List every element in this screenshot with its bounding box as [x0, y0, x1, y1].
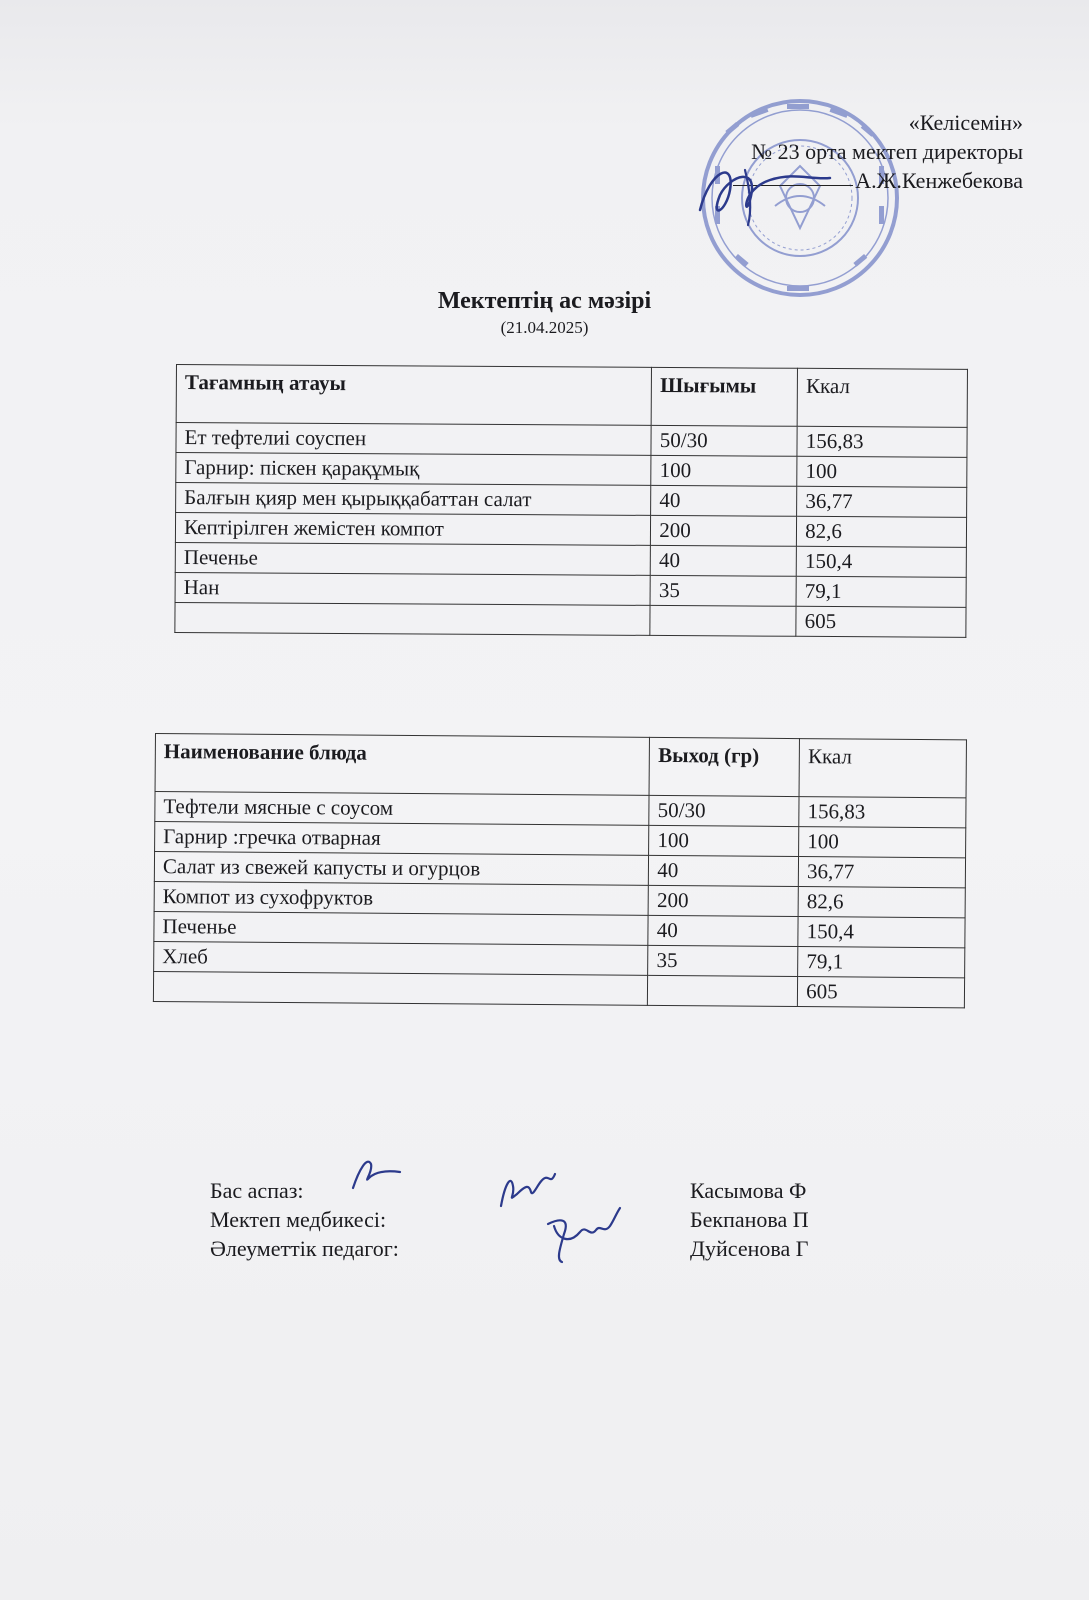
- page-title: Мектептің ас мәзірі: [437, 288, 652, 314]
- total-empty: [175, 602, 650, 635]
- table-row: [175, 572, 966, 607]
- dish-name: Хлеб: [154, 941, 649, 975]
- dish-yield: 40: [651, 485, 797, 516]
- total-row: [153, 971, 964, 1007]
- total-empty: [650, 605, 796, 636]
- dish-name: Кептірілген жемістен компот: [175, 513, 650, 546]
- signer-role: Мектеп медбикесі:: [210, 1207, 387, 1232]
- dish-name: Нан: [175, 572, 650, 605]
- dish-name: Ет тефтелиі соуспен: [176, 423, 651, 456]
- column-header-kcal: Ккал: [797, 368, 967, 427]
- dish-kcal: 82,6: [798, 887, 965, 918]
- table-row: [176, 483, 967, 518]
- dish-kcal: 36,77: [797, 486, 967, 517]
- menu-table-russian: [153, 733, 967, 1008]
- dish-kcal: 156,83: [797, 426, 967, 457]
- signer-name: Касымова Ф: [690, 1178, 807, 1203]
- column-header-kcal: Ккал: [799, 739, 966, 798]
- social-pedagogue-signature: [540, 1204, 630, 1266]
- approval-label: «Келісемін»: [908, 110, 1023, 135]
- dish-yield: 100: [651, 455, 797, 486]
- chef-signature: [345, 1150, 405, 1195]
- dish-name: Балғын қияр мен қырыққабаттан салат: [176, 483, 651, 516]
- dish-kcal: 150,4: [796, 546, 966, 577]
- dish-name: Салат из свежей капусты и огурцов: [154, 852, 649, 886]
- dish-name: Гарнир: піскен қарақұмық: [176, 453, 651, 486]
- total-kcal: 605: [796, 606, 966, 637]
- dish-yield: 35: [648, 945, 798, 976]
- dish-kcal: 100: [797, 456, 967, 487]
- director-signature: [690, 150, 840, 230]
- dish-name: Компот из сухофруктов: [154, 881, 649, 915]
- column-header-yield: Выход (гр): [649, 737, 799, 796]
- director-name: А.Ж.Кенжебекова: [855, 168, 1023, 193]
- director-position: № 23 орта мектеп директоры: [751, 139, 1023, 164]
- table-header-row: [155, 734, 966, 798]
- menu-date: (21.04.2025): [500, 318, 589, 337]
- table-row: [175, 513, 966, 548]
- table-row: [175, 542, 966, 577]
- dish-kcal: 79,1: [796, 576, 966, 607]
- dish-yield: 200: [651, 515, 797, 546]
- signer-role: Бас аспаз:: [210, 1178, 304, 1203]
- dish-kcal: 156,83: [799, 797, 966, 828]
- table-row: [176, 423, 967, 458]
- column-header-yield: Шығымы: [651, 367, 797, 426]
- dish-yield: 50/30: [651, 425, 797, 456]
- dish-yield: 35: [650, 575, 796, 606]
- signer-role: Әлеуметтік педагог:: [210, 1236, 399, 1261]
- dish-yield: 100: [649, 825, 799, 856]
- total-empty: [153, 971, 648, 1005]
- dish-name: Тефтели мясные с соусом: [155, 792, 650, 826]
- dish-yield: 40: [649, 855, 799, 886]
- total-empty: [648, 975, 798, 1006]
- dish-name: Печенье: [154, 911, 649, 945]
- column-header-dish: Тағамның атауы: [176, 365, 652, 426]
- dish-kcal: 36,77: [798, 857, 965, 888]
- dish-yield: 40: [648, 915, 798, 946]
- dish-kcal: 100: [799, 827, 966, 858]
- total-kcal: 605: [798, 977, 965, 1008]
- table-header-row: [176, 365, 967, 428]
- signature-block: [210, 1176, 870, 1263]
- dish-yield: 50/30: [649, 795, 799, 826]
- dish-kcal: 79,1: [798, 947, 965, 978]
- dish-name: Печенье: [175, 542, 650, 575]
- table-row: [176, 453, 967, 488]
- dish-name: Гарнир :гречка отварная: [155, 822, 650, 856]
- signer-name: Дуйсенова Г: [690, 1236, 809, 1261]
- dish-yield: 200: [648, 885, 798, 916]
- total-row: [175, 602, 966, 637]
- dish-kcal: 150,4: [798, 917, 965, 948]
- dish-kcal: 82,6: [797, 516, 967, 547]
- signer-name: Бекпанова П: [690, 1207, 809, 1232]
- menu-table-kazakh: [174, 364, 968, 638]
- dish-yield: 40: [650, 545, 796, 576]
- column-header-dish: Наименование блюда: [155, 734, 650, 796]
